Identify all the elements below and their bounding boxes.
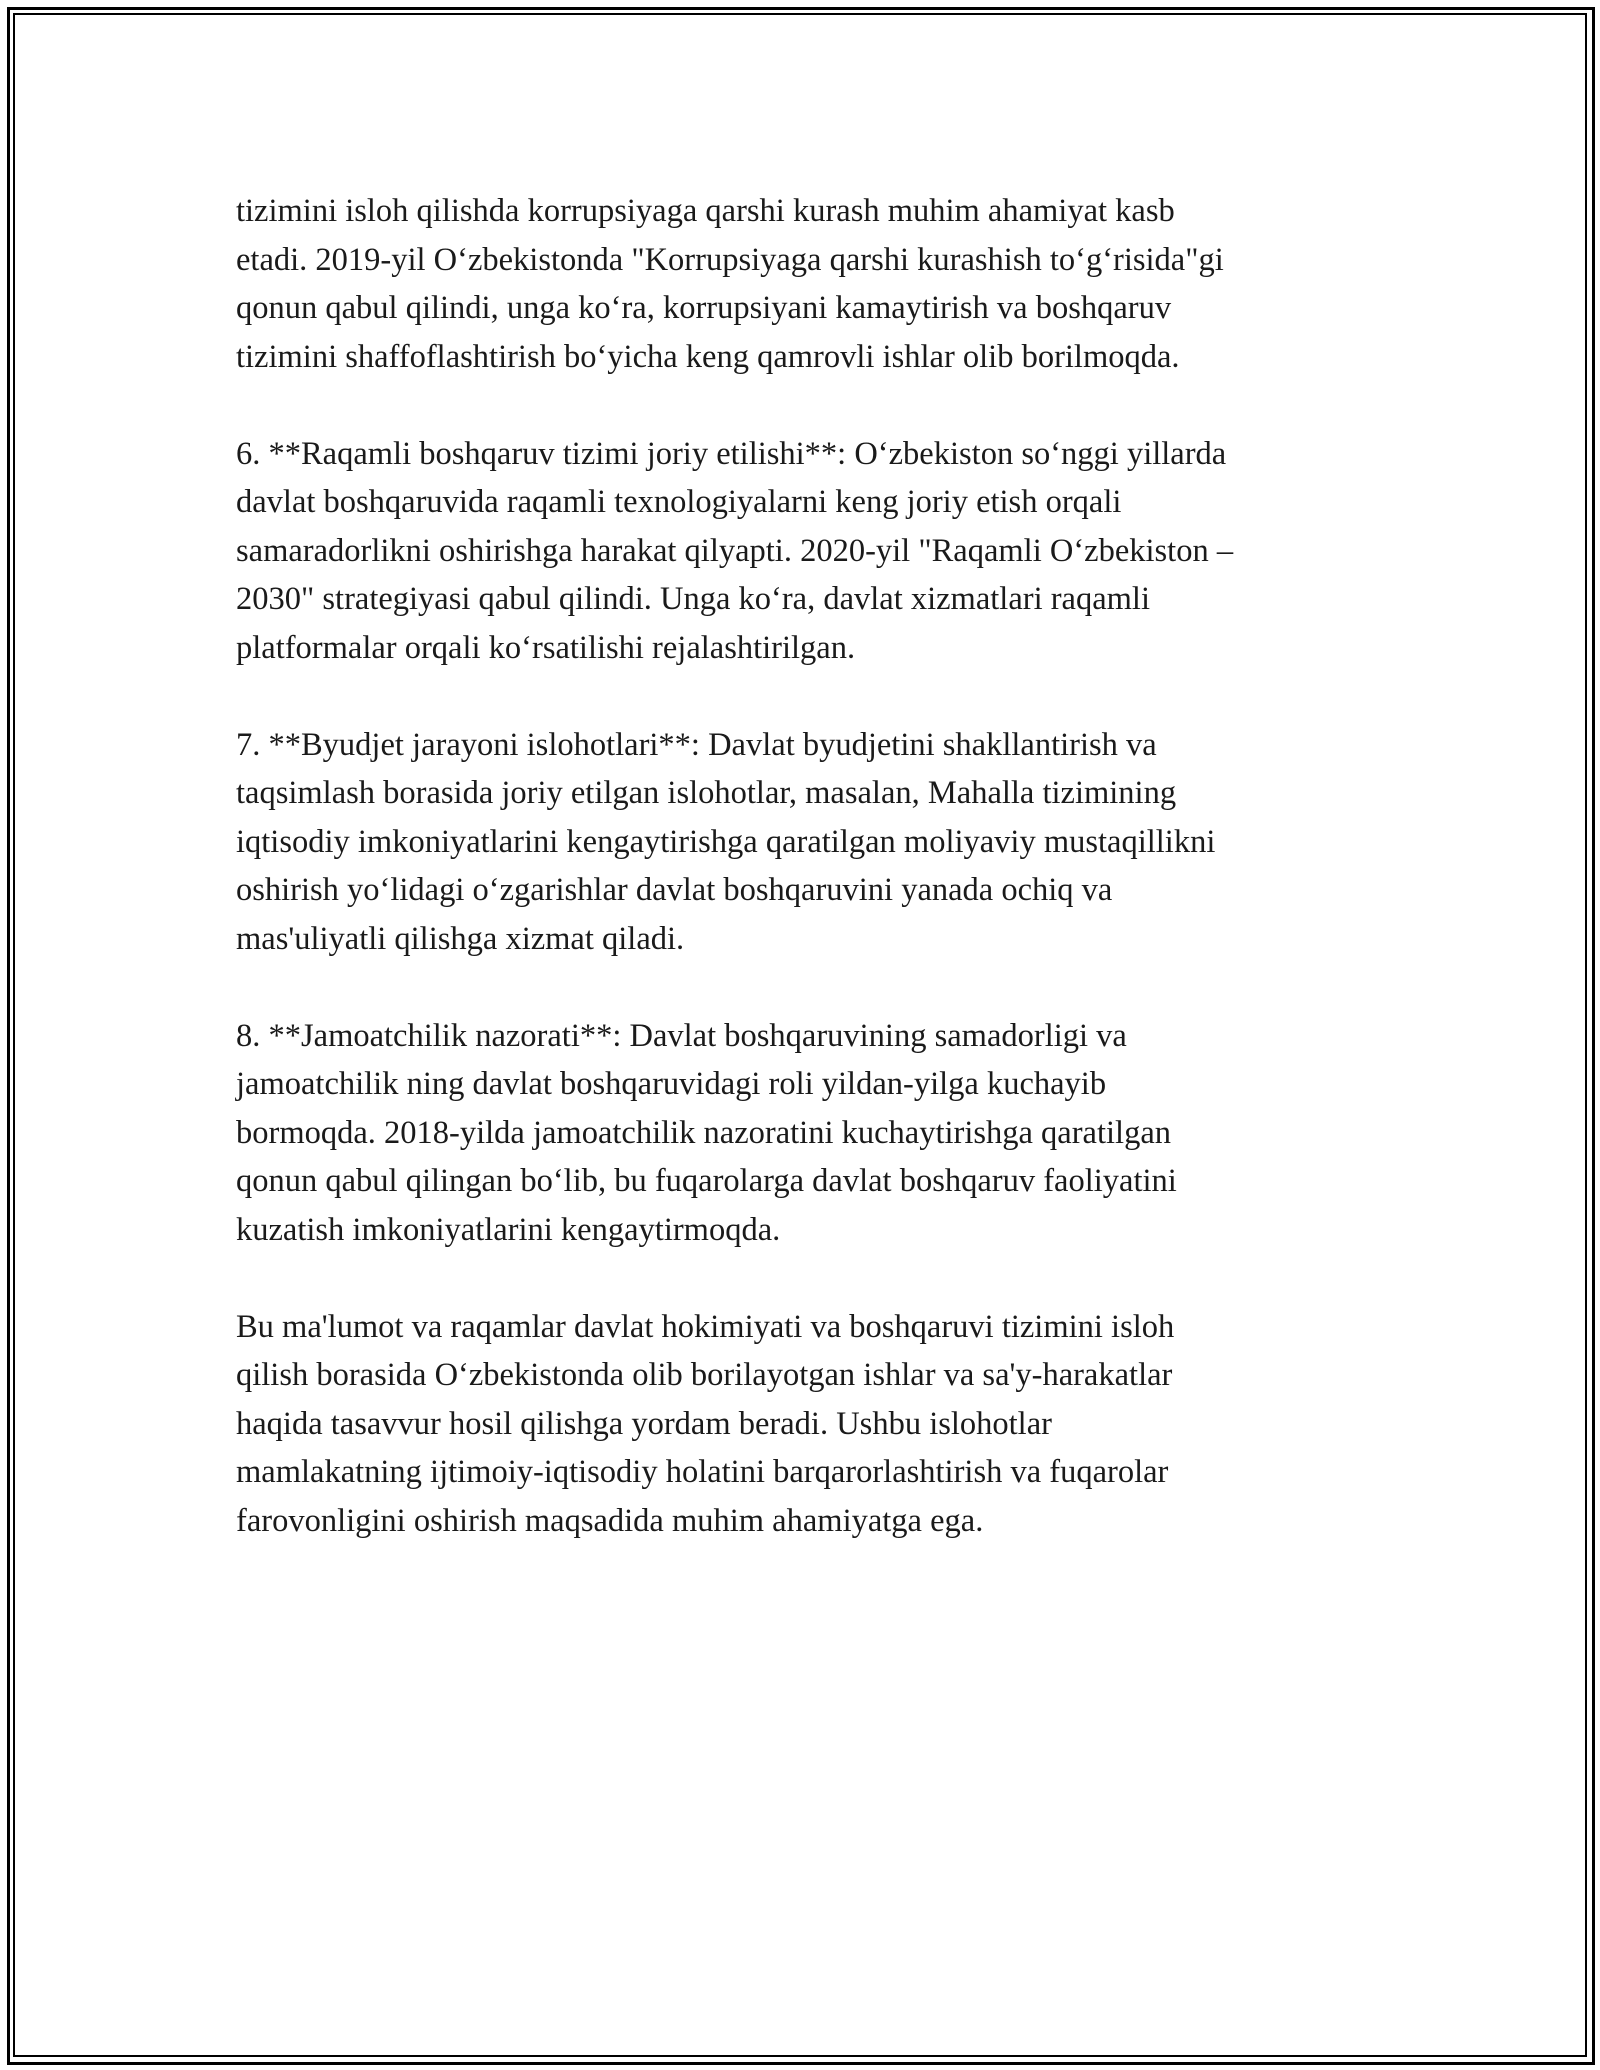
paragraph-anticorruption-continuation: tizimini isloh qilishda korrupsiyaga qarshi kurash muhim ahamiyat kasb etadi. 2019-yil Oʻzbekistonda "Korrupsiyaga qarshi kurashish toʻgʻrisida"gi qonun qabul qilindi, unga koʻra, korrupsiyani kamaytirish va boshqaruv tizimini shaffoflashtirish boʻyicha keng qamrovli ishlar olib borilmoqda. [236,193,1224,375]
document-body [236,187,1386,1594]
paragraph-conclusion: Bu ma'lumot va raqamlar davlat hokimiyati va boshqaruvi tizimini isloh qilish borasida Oʻzbekistonda olib borilayotgan ishlar va sa'y-harakatlar haqida tasavvur hosil qilishga yordam beradi. Ushbu islohotlar mamlakatning ijtimoiy-iqtisodiy holatini barqarorlashtirish va fuqarolar farovonligini oshirish maqsadida muhim ahamiyatga ega. [236,1308,1175,1539]
paragraph-budget-reforms: 7. **Byudjet jarayoni islohotlari**: Davlat byudjetini shakllantirish va taqsimlash borasida joriy etilgan islohotlar, masalan, Mahalla tizimining iqtisodiy imkoniyatlarini kengaytirishga qaratilgan moliyaviy mustaqillikni oshirish yoʻlidagi oʻzgarishlar davlat boshqaruvini yanada ochiq va mas'uliyatli qilishga xizmat qiladi. [236,726,1216,957]
paragraph-digital-governance: 6. **Raqamli boshqaruv tizimi joriy etilishi**: Oʻzbekiston soʻnggi yillarda davlat boshqaruvida raqamli texnologiyalarni keng joriy etish orqali samaradorlikni oshirishga harakat qilyapti. 2020-yil "Raqamli Oʻzbekiston – 2030" strategiyasi qabul qilindi. Unga koʻra, davlat xizmatlari raqamli platformalar orqali koʻrsatilishi rejalashtirilgan. [236,435,1234,666]
paragraph-public-oversight: 8. **Jamoatchilik nazorati**: Davlat boshqaruvining samadorligi va jamoatchilik ning davlat boshqaruvidagi roli yildan-yilga kuchayib bormoqda. 2018-yilda jamoatchilik nazoratini kuchaytirishga qaratilgan qonun qabul qilingan boʻlib, bu fuqarolarga davlat boshqaruv faoliyatini kuzatish imkoniyatlarini kengaytirmoqda. [236,1017,1177,1248]
